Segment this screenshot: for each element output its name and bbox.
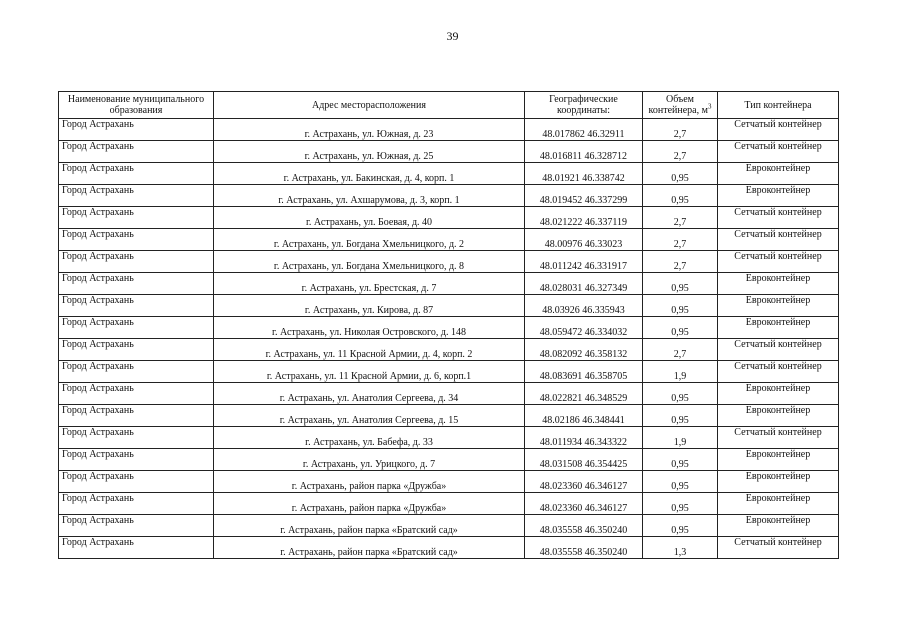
table-row: [59, 141, 839, 163]
cell-municipality: Город Астрахань: [59, 427, 214, 449]
cell-coords: 48.022821 46.348529: [525, 383, 643, 405]
cell-type: Евроконтейнер: [718, 273, 839, 295]
cell-type: Евроконтейнер: [718, 383, 839, 405]
cell-volume: 2,7: [643, 141, 718, 163]
cell-volume: 0,95: [643, 383, 718, 405]
table-row: [59, 405, 839, 427]
cell-volume: 0,95: [643, 515, 718, 537]
table-header: [59, 92, 839, 119]
cell-address: г. Астрахань, ул. Боевая, д. 40: [214, 207, 525, 229]
cell-coords: 48.035558 46.350240: [525, 515, 643, 537]
cell-municipality: Город Астрахань: [59, 251, 214, 273]
cell-address: г. Астрахань, ул. Богдана Хмельницкого, д. 2: [214, 229, 525, 251]
header-coords: Географические координаты:: [525, 92, 643, 119]
cell-municipality: Город Астрахань: [59, 273, 214, 295]
cell-coords: 48.011934 46.343322: [525, 427, 643, 449]
cell-municipality: Город Астрахань: [59, 119, 214, 141]
cell-type: Сетчатый контейнер: [718, 339, 839, 361]
cell-coords: 48.035558 46.350240: [525, 537, 643, 559]
cell-address: г. Астрахань, ул. Богдана Хмельницкого, д. 8: [214, 251, 525, 273]
cell-type: Сетчатый контейнер: [718, 207, 839, 229]
cell-volume: 0,95: [643, 273, 718, 295]
header-address: Адрес месторасположения: [214, 92, 525, 119]
cell-type: Евроконтейнер: [718, 317, 839, 339]
cell-coords: 48.011242 46.331917: [525, 251, 643, 273]
cell-municipality: Город Астрахань: [59, 317, 214, 339]
table-row: [59, 427, 839, 449]
cell-type: Сетчатый контейнер: [718, 361, 839, 383]
page-number: 39: [446, 29, 459, 43]
cell-volume: 2,7: [643, 229, 718, 251]
cell-address: г. Астрахань, район парка «Братский сад»: [214, 515, 525, 537]
cell-address: г. Астрахань, район парка «Дружба»: [214, 471, 525, 493]
cell-coords: 48.019452 46.337299: [525, 185, 643, 207]
cell-address: г. Астрахань, район парка «Братский сад»: [214, 537, 525, 559]
table-row: [59, 251, 839, 273]
cell-type: Сетчатый контейнер: [718, 537, 839, 559]
cell-coords: 48.028031 46.327349: [525, 273, 643, 295]
table-row: [59, 185, 839, 207]
cell-type: Евроконтейнер: [718, 493, 839, 515]
cell-volume: 0,95: [643, 185, 718, 207]
cell-type: Евроконтейнер: [718, 185, 839, 207]
cell-address: г. Астрахань, ул. Бабефа, д. 33: [214, 427, 525, 449]
cell-coords: 48.023360 46.346127: [525, 471, 643, 493]
cell-address: г. Астрахань, ул. 11 Красной Армии, д. 4, корп. 2: [214, 339, 525, 361]
cell-municipality: Город Астрахань: [59, 185, 214, 207]
cell-coords: 48.059472 46.334032: [525, 317, 643, 339]
cell-municipality: Город Астрахань: [59, 515, 214, 537]
cell-volume: 0,95: [643, 163, 718, 185]
cell-coords: 48.03926 46.335943: [525, 295, 643, 317]
cell-address: г. Астрахань, ул. Урицкого, д. 7: [214, 449, 525, 471]
cell-municipality: Город Астрахань: [59, 163, 214, 185]
cell-address: г. Астрахань, ул. Брестская, д. 7: [214, 273, 525, 295]
table-body: [59, 119, 839, 559]
cell-volume: 0,95: [643, 295, 718, 317]
cell-coords: 48.031508 46.354425: [525, 449, 643, 471]
cell-municipality: Город Астрахань: [59, 383, 214, 405]
cell-type: Евроконтейнер: [718, 405, 839, 427]
table-row: [59, 229, 839, 251]
cell-volume: 0,95: [643, 449, 718, 471]
cell-type: Евроконтейнер: [718, 515, 839, 537]
cell-type: Сетчатый контейнер: [718, 229, 839, 251]
cell-address: г. Астрахань, район парка «Дружба»: [214, 493, 525, 515]
cell-municipality: Город Астрахань: [59, 295, 214, 317]
table-row: [59, 471, 839, 493]
cell-address: г. Астрахань, ул. Южная, д. 23: [214, 119, 525, 141]
table-row: [59, 273, 839, 295]
cell-municipality: Город Астрахань: [59, 493, 214, 515]
cell-type: Сетчатый контейнер: [718, 251, 839, 273]
table-row: [59, 295, 839, 317]
cell-volume: 2,7: [643, 119, 718, 141]
cell-municipality: Город Астрахань: [59, 537, 214, 559]
cell-municipality: Город Астрахань: [59, 141, 214, 163]
cell-address: г. Астрахань, ул. Ахшарумова, д. 3, корп. 1: [214, 185, 525, 207]
cell-municipality: Город Астрахань: [59, 361, 214, 383]
table-row: [59, 207, 839, 229]
cell-volume: 0,95: [643, 317, 718, 339]
header-municipality: Наименование муниципального образования: [59, 92, 214, 119]
cell-volume: 0,95: [643, 471, 718, 493]
table-row: [59, 537, 839, 559]
table-row: [59, 339, 839, 361]
cell-volume: 2,7: [643, 251, 718, 273]
header-volume-text: Объем контейнера, м: [648, 94, 708, 116]
cell-address: г. Астрахань, ул. Южная, д. 25: [214, 141, 525, 163]
cell-type: Евроконтейнер: [718, 449, 839, 471]
cell-type: Сетчатый контейнер: [718, 141, 839, 163]
cell-type: Сетчатый контейнер: [718, 427, 839, 449]
header-volume: [643, 92, 718, 119]
cell-coords: 48.082092 46.358132: [525, 339, 643, 361]
header-volume-exponent: 3: [707, 102, 712, 111]
table-row: [59, 163, 839, 185]
cell-coords: 48.00976 46.33023: [525, 229, 643, 251]
cell-volume: 1,9: [643, 427, 718, 449]
cell-type: Сетчатый контейнер: [718, 119, 839, 141]
table-row: [59, 515, 839, 537]
table-row: [59, 119, 839, 141]
table-row: [59, 383, 839, 405]
header-type: Тип контейнера: [718, 92, 839, 119]
table-row: [59, 317, 839, 339]
cell-municipality: Город Астрахань: [59, 229, 214, 251]
cell-municipality: Город Астрахань: [59, 471, 214, 493]
cell-volume: 1,9: [643, 361, 718, 383]
cell-coords: 48.083691 46.358705: [525, 361, 643, 383]
table-row: [59, 361, 839, 383]
cell-coords: 48.017862 46.32911: [525, 119, 643, 141]
cell-municipality: Город Астрахань: [59, 405, 214, 427]
cell-volume: 0,95: [643, 405, 718, 427]
cell-type: Евроконтейнер: [718, 471, 839, 493]
cell-coords: 48.021222 46.337119: [525, 207, 643, 229]
cell-address: г. Астрахань, ул. Николая Островского, д. 148: [214, 317, 525, 339]
cell-volume: 0,95: [643, 493, 718, 515]
cell-address: г. Астрахань, ул. Бакинская, д. 4, корп. 1: [214, 163, 525, 185]
cell-coords: 48.016811 46.328712: [525, 141, 643, 163]
cell-volume: 2,7: [643, 207, 718, 229]
cell-coords: 48.02186 46.348441: [525, 405, 643, 427]
cell-volume: 1,3: [643, 537, 718, 559]
header-row: [59, 92, 839, 119]
containers-table: [58, 91, 839, 559]
cell-type: Евроконтейнер: [718, 163, 839, 185]
cell-address: г. Астрахань, ул. Анатолия Сергеева, д. 15: [214, 405, 525, 427]
cell-coords: 48.01921 46.338742: [525, 163, 643, 185]
cell-address: г. Астрахань, ул. Кирова, д. 87: [214, 295, 525, 317]
cell-municipality: Город Астрахань: [59, 339, 214, 361]
table-row: [59, 493, 839, 515]
cell-coords: 48.023360 46.346127: [525, 493, 643, 515]
cell-volume: 2,7: [643, 339, 718, 361]
table-row: [59, 449, 839, 471]
cell-address: г. Астрахань, ул. 11 Красной Армии, д. 6, корп.1: [214, 361, 525, 383]
cell-type: Евроконтейнер: [718, 295, 839, 317]
cell-municipality: Город Астрахань: [59, 449, 214, 471]
cell-municipality: Город Астрахань: [59, 207, 214, 229]
cell-address: г. Астрахань, ул. Анатолия Сергеева, д. 34: [214, 383, 525, 405]
